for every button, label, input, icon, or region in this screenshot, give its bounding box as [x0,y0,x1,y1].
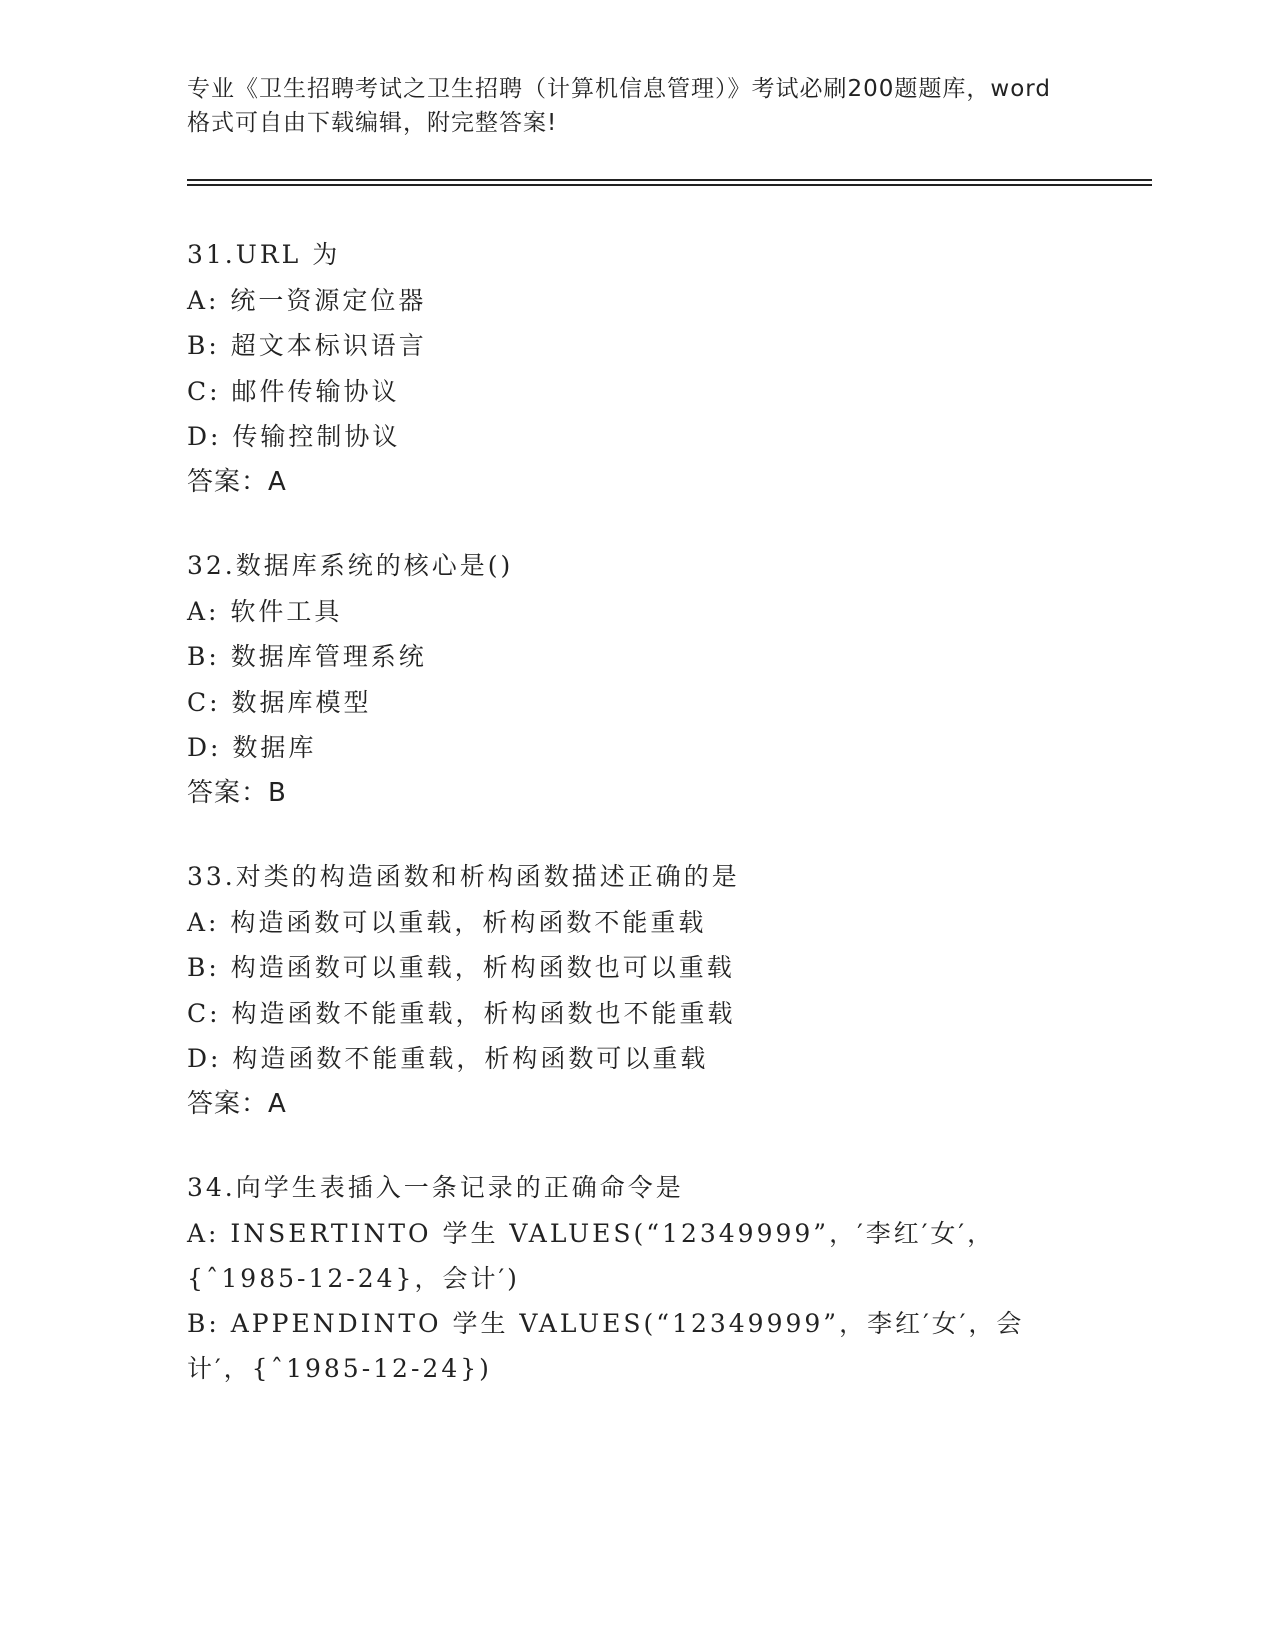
option-a: A: 构造函数可以重载，析构函数不能重载 [187,907,707,937]
option-d: D: 数据库 [187,733,317,762]
header-divider-bottom [187,184,1152,186]
answer-key: 答案：A [187,1088,287,1119]
option-c: C: 构造函数不能重载，析构函数也不能重载 [187,998,736,1028]
header-divider-top [187,179,1152,181]
option-d: D: 构造函数不能重载，析构函数可以重载 [187,1044,709,1073]
question-list [187,232,1087,1429]
option-c: C: 邮件传输协议 [187,376,400,406]
question-stem: 33.对类的构造函数和析构函数描述正确的是 [187,862,740,891]
option-b: B: 数据库管理系统 [187,642,427,671]
option-d: D: 传输控制协议 [187,422,401,451]
question-31 [187,232,1087,505]
option-b: B: 超文本标识语言 [187,331,427,360]
question-stem: 31.URL 为 [187,240,341,269]
question-34 [187,1165,1087,1391]
header-line-1: 专业《卫生招聘考试之卫生招聘（计算机信息管理）》考试必刷200题题库，word [187,76,1051,102]
answer-key: 答案：A [187,466,287,497]
option-c: C: 数据库模型 [187,687,372,717]
answer-key: 答案：B [187,777,287,808]
question-stem: 32.数据库系统的核心是() [187,551,514,580]
question-33 [187,854,1087,1127]
option-a: A: 统一资源定位器 [187,285,427,315]
option-a: A: INSERTINTO 学生 VALUES(“12349999”，′李红′女′，{ˆ1985-12-24}，会计′) [187,1218,996,1293]
option-a: A: 软件工具 [187,596,343,626]
option-b: B: 构造函数可以重载，析构函数也可以重载 [187,953,735,982]
document-header [187,72,1087,140]
question-stem: 34.向学生表插入一条记录的正确命令是 [187,1173,684,1202]
option-b: B: APPENDINTO 学生 VALUES(“12349999”，李红′女′，会计′，{ˆ1985-12-24}) [187,1308,1025,1383]
header-line-2: 格式可自由下载编辑，附完整答案! [187,110,558,136]
question-32 [187,543,1087,816]
